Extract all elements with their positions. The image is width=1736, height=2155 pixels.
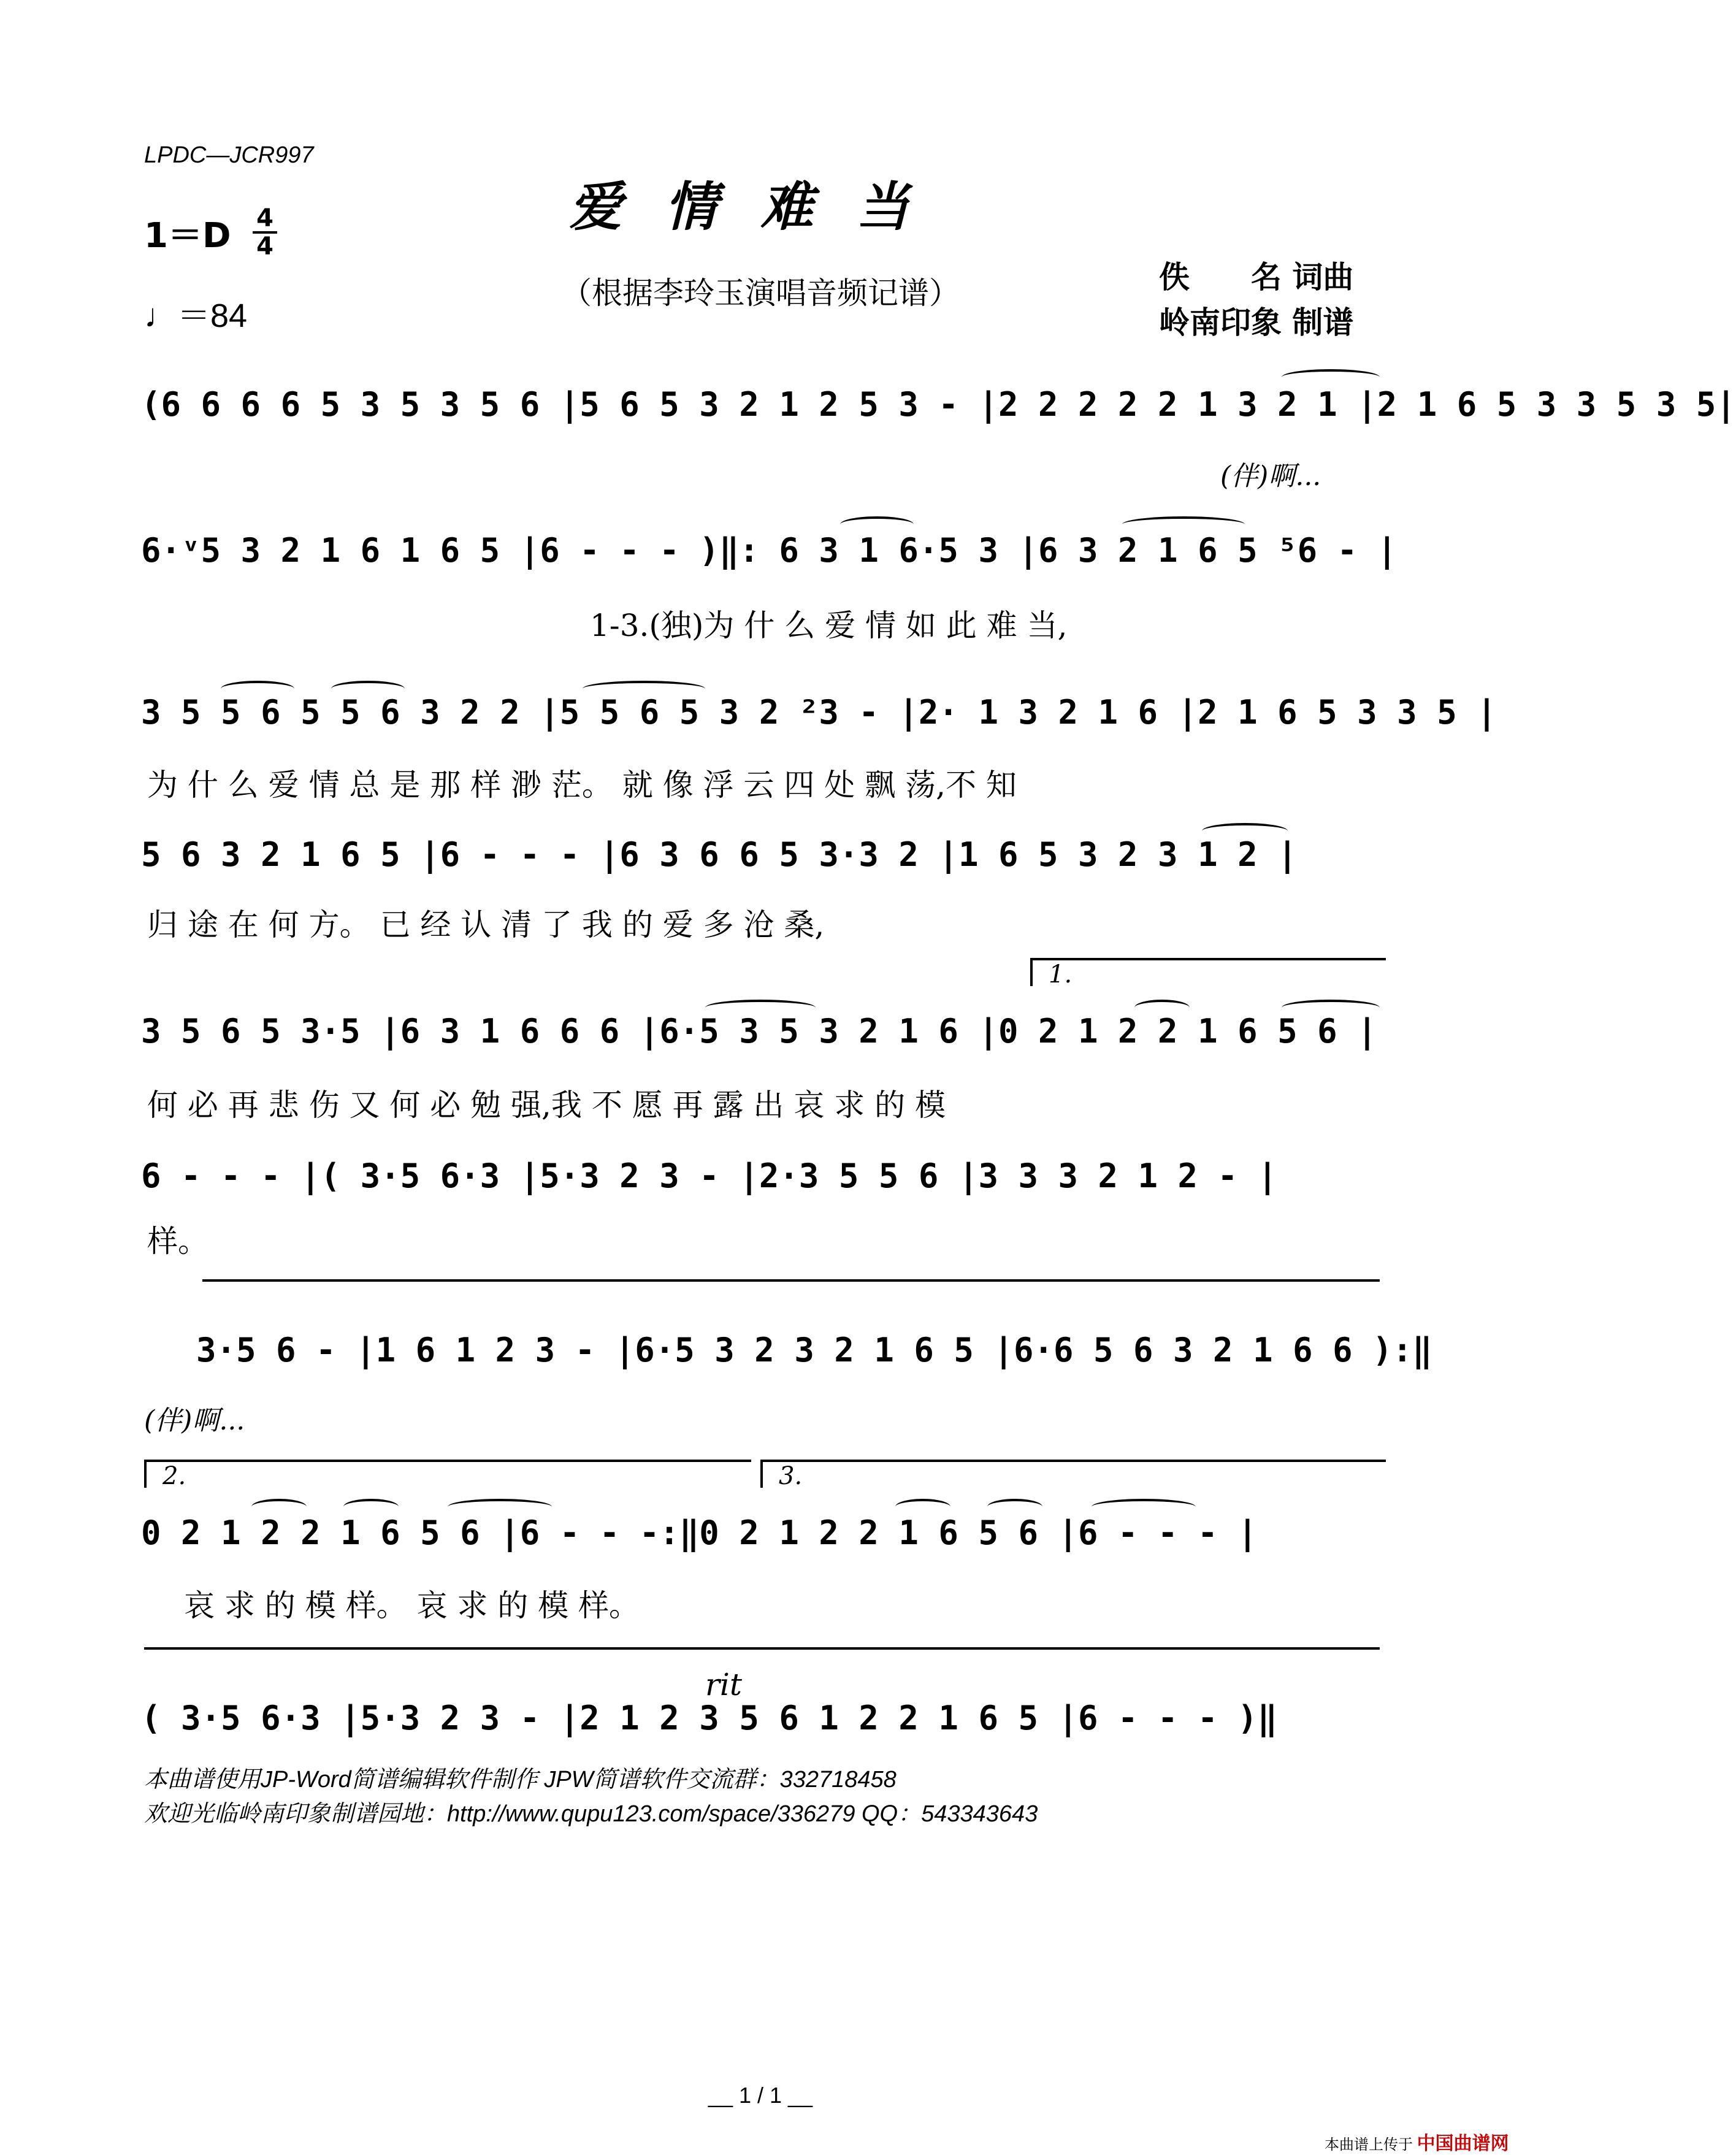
watermark-text: 本曲谱上传于 xyxy=(1325,2137,1413,2153)
system-1-annotation: (伴)啊... xyxy=(1220,461,1321,492)
tempo-marking: ♩＝84 xyxy=(144,297,248,334)
slur xyxy=(1092,1499,1196,1515)
system-3-notes: 3 5 5 6 5 5 6 3 2 2 |5 5 6 5 3 2 ²3 - |2· 1 3 2 1 6 |2 1 6 5 3 3 5 | xyxy=(141,693,1497,732)
slur xyxy=(343,1499,399,1515)
slur xyxy=(1202,823,1288,839)
system-5-notes: 3 5 6 5 3·5 |6 3 1 6 6 6 |6·5 3 5 3 2 1 6 |0 2 1 2 2 1 6 5 6 | xyxy=(141,1012,1377,1051)
key-signature: 1＝D xyxy=(144,216,231,256)
page-number: __ 1 / 1 __ xyxy=(708,2083,813,2108)
system-4-lyric: 归 途 在 何 方。 已 经 认 清 了 我 的 爱 多 沧 桑, xyxy=(147,907,825,943)
system-9-notes: ( 3·5 6·3 |5·3 2 3 - |2 1 2 3 5 6 1 2 2 1 6 5 |6 - - - )‖ xyxy=(141,1699,1278,1737)
volta-3 xyxy=(760,1460,1386,1488)
system-6-lyric: 样。 xyxy=(147,1223,208,1259)
slur xyxy=(251,1499,307,1515)
system-8-notes: 0 2 1 2 2 1 6 5 6 |6 - - -:‖0 2 1 2 2 1 6 5 6 |6 - - - | xyxy=(141,1514,1258,1552)
slur xyxy=(987,1499,1042,1515)
slur xyxy=(705,1000,816,1016)
watermark xyxy=(1325,2128,1509,2155)
system-7-annotation: (伴)啊... xyxy=(144,1405,245,1436)
subtitle: （根据李玲玉演唱音频记谱） xyxy=(561,275,960,311)
system-5-lyric: 何 必 再 悲 伤 又 何 必 勉 强,我 不 愿 再 露 出 哀 求 的 模 xyxy=(147,1087,946,1123)
phrase-line xyxy=(202,1279,1380,1282)
slur xyxy=(840,516,914,532)
system-3-lyric: 为 什 么 爱 情 总 是 那 样 渺 茫。 就 像 浮 云 四 处 飘 荡,不 知 xyxy=(147,767,1017,803)
system-4-notes: 5 6 3 2 1 6 5 |6 - - - |6 3 6 6 5 3·3 2 |1 6 5 3 2 3 1 2 | xyxy=(141,835,1298,874)
volta-1-label: 1. xyxy=(1049,960,1073,989)
time-bottom: 4 xyxy=(256,232,273,261)
volta-1 xyxy=(1030,958,1386,989)
slur xyxy=(1122,516,1245,532)
system-6-notes: 6 - - - |( 3·5 6·3 |5·3 2 3 - |2·3 5 5 6 |3 3 3 2 1 2 - | xyxy=(141,1157,1278,1195)
volta-2-label: 2. xyxy=(163,1462,186,1490)
slur xyxy=(1282,1000,1380,1016)
watermark-brand: 中国曲谱网 xyxy=(1417,2134,1509,2154)
arranger-credit: 岭南印象 制谱 xyxy=(1159,304,1354,340)
slur xyxy=(1282,369,1380,385)
slur xyxy=(331,681,405,697)
composer-credit: 佚 名 词曲 xyxy=(1159,259,1354,295)
system-8-lyric: 哀 求 的 模 样。 哀 求 的 模 样。 xyxy=(184,1588,640,1623)
footer-line-1: 本曲谱使用JP-Word简谱编辑软件制作 JPW简谱软件交流群：332718458 xyxy=(144,1767,897,1793)
system-1-notes: (6 6 6 6 5 3 5 3 5 6 |5 6 5 3 2 1 2 5 3 - |2 2 2 2 2 1 3 2 1 |2 1 6 5 3 3 5 3 5| xyxy=(141,385,1736,424)
score-code: LPDC—JCR997 xyxy=(144,142,314,168)
volta-3-label: 3. xyxy=(779,1462,803,1490)
system-7-notes: 3·5 6 - |1 6 1 2 3 - |6·5 3 2 3 2 1 6 5 |6·6 5 6 3 2 1 6 6 ):‖ xyxy=(196,1331,1432,1369)
time-signature xyxy=(253,206,277,259)
song-title: 爱情难当 xyxy=(569,176,952,238)
slur xyxy=(448,1499,552,1515)
system-2-lyric: 1-3.(独)为 什 么 爱 情 如 此 难 当, xyxy=(590,608,1068,643)
phrase-line xyxy=(144,1647,1380,1650)
slur xyxy=(1134,1000,1190,1016)
time-top: 4 xyxy=(256,204,273,232)
slur xyxy=(221,681,294,697)
slur xyxy=(583,681,705,697)
system-2-notes: 6·ᵛ5 3 2 1 6 1 6 5 |6 - - - )‖: 6 3 1 6·5 3 |6 3 2 1 6 5 ⁵6 - | xyxy=(141,531,1398,570)
rit-marking: rit xyxy=(705,1667,742,1702)
volta-2 xyxy=(144,1460,751,1488)
footer-line-2: 欢迎光临岭南印象制谱园地：http://www.qupu123.com/space/336279 QQ：543343643 xyxy=(144,1801,1038,1827)
slur xyxy=(895,1499,950,1515)
